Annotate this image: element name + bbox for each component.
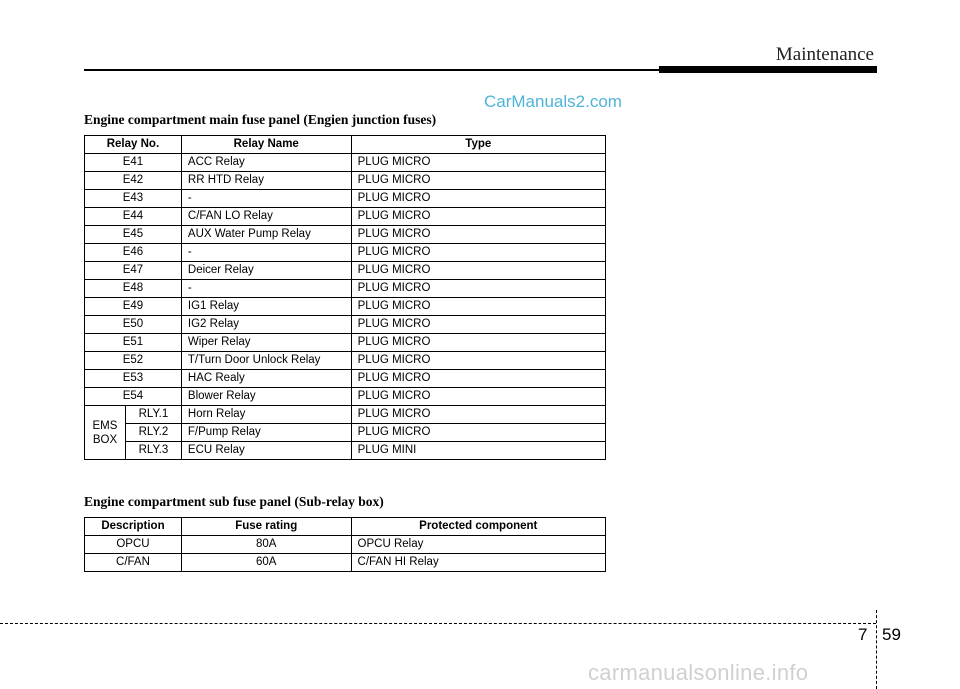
relay-type: PLUG MICRO (351, 352, 605, 370)
relay-no: E41 (85, 154, 182, 172)
relay-name: AUX Water Pump Relay (181, 226, 351, 244)
relay-name: HAC Realy (181, 370, 351, 388)
relay-no: E51 (85, 334, 182, 352)
footer-divider (876, 610, 877, 689)
table-row (85, 424, 606, 442)
relay-name: ACC Relay (181, 154, 351, 172)
relay-name: Wiper Relay (181, 334, 351, 352)
relay-no: E49 (85, 298, 182, 316)
relay-name: - (181, 190, 351, 208)
relay-type: PLUG MICRO (351, 370, 605, 388)
relay-no: RLY.2 (125, 424, 181, 442)
relay-table-header (85, 136, 606, 154)
relay-name: ECU Relay (181, 442, 351, 460)
relay-type: PLUG MICRO (351, 406, 605, 424)
main-fuse-panel-title: Engine compartment main fuse panel (Engien junction fuses) (84, 112, 437, 127)
relay-type: PLUG MICRO (351, 226, 605, 244)
relay-no: E43 (85, 190, 182, 208)
table-row (85, 352, 606, 370)
relay-type: PLUG MICRO (351, 172, 605, 190)
relay-name: IG1 Relay (181, 298, 351, 316)
table-row (85, 536, 606, 554)
table-row (85, 262, 606, 280)
fuse-rating: 60A (181, 554, 351, 572)
sub-relay-table (84, 517, 606, 572)
header-relay-name: Relay Name (181, 136, 351, 154)
table-row (85, 190, 606, 208)
relay-type: PLUG MICRO (351, 316, 605, 334)
ems-label-line: EMS (92, 419, 118, 432)
protected-component: OPCU Relay (351, 536, 605, 554)
relay-type: PLUG MINI (351, 442, 605, 460)
sub-fuse-panel-title: Engine compartment sub fuse panel (Sub-relay box) (84, 494, 384, 509)
relay-no: E54 (85, 388, 182, 406)
relay-name: C/FAN LO Relay (181, 208, 351, 226)
header-bar (659, 66, 877, 73)
chapter-title: Maintenance (775, 44, 874, 65)
relay-type: PLUG MICRO (351, 280, 605, 298)
footer-rule (0, 623, 876, 624)
relay-name: - (181, 280, 351, 298)
relay-no: E53 (85, 370, 182, 388)
relay-no: E46 (85, 244, 182, 262)
relay-type: PLUG MICRO (351, 424, 605, 442)
table-row (85, 154, 606, 172)
header-type: Type (351, 136, 605, 154)
relay-no: RLY.1 (125, 406, 181, 424)
page-number: 59 (882, 625, 901, 644)
page-chapter-number: 7 (858, 625, 868, 644)
relay-table (84, 135, 606, 460)
relay-name: T/Turn Door Unlock Relay (181, 352, 351, 370)
relay-type: PLUG MICRO (351, 244, 605, 262)
relay-type: PLUG MICRO (351, 388, 605, 406)
relay-name: - (181, 244, 351, 262)
relay-no: E52 (85, 352, 182, 370)
relay-name: Deicer Relay (181, 262, 351, 280)
sub-table-header (85, 518, 606, 536)
ems-label-line: BOX (92, 433, 118, 446)
relay-name: IG2 Relay (181, 316, 351, 334)
header-rule (84, 69, 659, 71)
table-row (85, 226, 606, 244)
table-row (85, 406, 606, 424)
relay-type: PLUG MICRO (351, 298, 605, 316)
relay-no: E42 (85, 172, 182, 190)
header-description: Description (85, 518, 182, 536)
relay-no: E50 (85, 316, 182, 334)
relay-name: F/Pump Relay (181, 424, 351, 442)
relay-type: PLUG MICRO (351, 190, 605, 208)
table-row (85, 298, 606, 316)
table-row (85, 244, 606, 262)
relay-name: Blower Relay (181, 388, 351, 406)
table-row (85, 334, 606, 352)
ems-box-label (85, 406, 126, 460)
relay-no: E44 (85, 208, 182, 226)
fuse-description: OPCU (85, 536, 182, 554)
table-row (85, 442, 606, 460)
relay-type: PLUG MICRO (351, 262, 605, 280)
table-row (85, 172, 606, 190)
fuse-rating: 80A (181, 536, 351, 554)
protected-component: C/FAN HI Relay (351, 554, 605, 572)
header-fuse-rating: Fuse rating (181, 518, 351, 536)
relay-type: PLUG MICRO (351, 154, 605, 172)
relay-name: Horn Relay (181, 406, 351, 424)
relay-no: E45 (85, 226, 182, 244)
fuse-description: C/FAN (85, 554, 182, 572)
relay-name: RR HTD Relay (181, 172, 351, 190)
watermark-bottom: carmanualsonline.info (588, 660, 809, 685)
table-row (85, 280, 606, 298)
table-row (85, 370, 606, 388)
header-relay-no: Relay No. (85, 136, 182, 154)
table-row (85, 554, 606, 572)
table-row (85, 208, 606, 226)
table-row (85, 316, 606, 334)
header-protected-component: Protected component (351, 518, 605, 536)
relay-no: RLY.3 (125, 442, 181, 460)
watermark-top: CarManuals2.com (484, 92, 622, 111)
relay-no: E48 (85, 280, 182, 298)
relay-type: PLUG MICRO (351, 208, 605, 226)
relay-type: PLUG MICRO (351, 334, 605, 352)
table-row (85, 388, 606, 406)
relay-no: E47 (85, 262, 182, 280)
